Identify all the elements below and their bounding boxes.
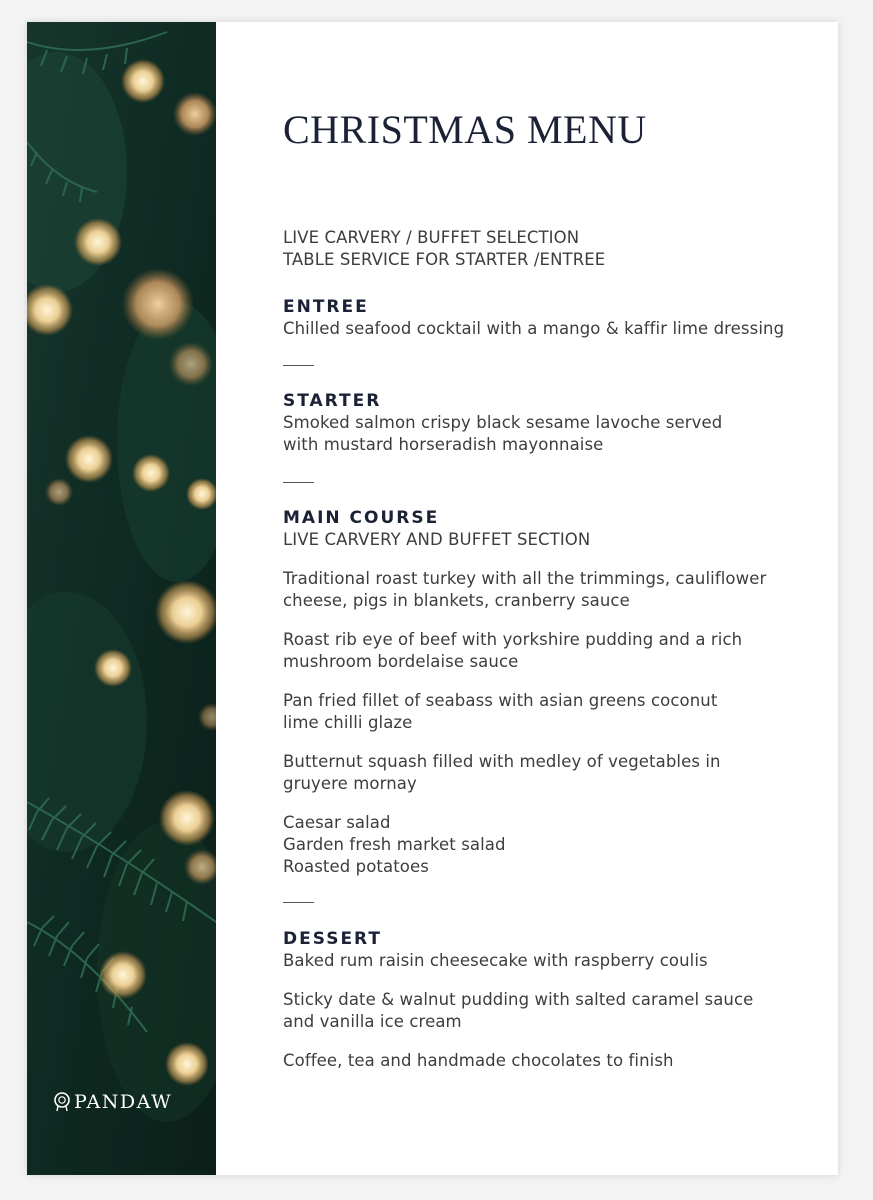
menu-item [283, 1050, 803, 1072]
menu-item-line: gruyere mornay [283, 774, 417, 793]
menu-item [283, 690, 803, 734]
menu-item-line: Caesar salad [283, 813, 391, 832]
menu-item: Chilled seafood cocktail with a mango & kaffir lime dressing [283, 319, 785, 338]
pandaw-logo [53, 1091, 172, 1113]
menu-item [283, 751, 803, 795]
menu-item-line: Garden fresh market salad [283, 835, 506, 854]
menu-item-line: Pan fried fillet of seabass with asian greens coconut [283, 691, 718, 710]
menu-item-line: cheese, pigs in blankets, cranberry sauce [283, 591, 630, 610]
intro-line: LIVE CARVERY / BUFFET SELECTION [283, 228, 580, 247]
section-divider [283, 482, 314, 483]
menu-item-line: Butternut squash filled with medley of vegetables in [283, 752, 721, 771]
entree-heading: ENTREE [283, 297, 369, 317]
dessert-heading: DESSERT [283, 929, 382, 949]
menu-item: with mustard horseradish mayonnaise [283, 435, 604, 454]
menu-item [283, 812, 803, 878]
section-divider [283, 365, 314, 366]
intro-line: TABLE SERVICE FOR STARTER /ENTREE [283, 250, 606, 269]
menu-item-line: Roasted potatoes [283, 857, 429, 876]
starter-section [283, 390, 803, 456]
menu-title: CHRISTMAS MENU [283, 107, 647, 152]
main-course-heading: MAIN COURSE [283, 508, 440, 528]
pandaw-logo-icon [53, 1092, 71, 1112]
menu-item [283, 629, 803, 673]
menu-card [27, 22, 838, 1175]
brand-name: PANDAW [74, 1091, 173, 1113]
menu-item-line: Sticky date & walnut pudding with salted caramel sauce [283, 990, 754, 1009]
menu-item-line: Traditional roast turkey with all the trimmings, cauliflower [283, 569, 767, 588]
menu-item-line: lime chilli glaze [283, 713, 413, 732]
christmas-tree-photo [27, 22, 216, 1175]
section-divider [283, 902, 314, 903]
menu-item-line: mushroom bordelaise sauce [283, 652, 519, 671]
dessert-section [283, 928, 803, 972]
menu-item: Baked rum raisin cheesecake with raspberry coulis [283, 951, 708, 970]
menu-item [283, 989, 803, 1033]
intro-block [283, 227, 803, 271]
entree-section [283, 296, 803, 340]
menu-item: Smoked salmon crispy black sesame lavoche served [283, 413, 723, 432]
menu-item [283, 568, 803, 612]
menu-item-line: and vanilla ice cream [283, 1012, 462, 1031]
main-course-subheading: LIVE CARVERY AND BUFFET SECTION [283, 530, 591, 549]
starter-heading: STARTER [283, 391, 382, 411]
main-course-section [283, 507, 803, 551]
menu-item-line: Coffee, tea and handmade chocolates to finish [283, 1051, 674, 1070]
menu-item-line: Roast rib eye of beef with yorkshire pudding and a rich [283, 630, 743, 649]
